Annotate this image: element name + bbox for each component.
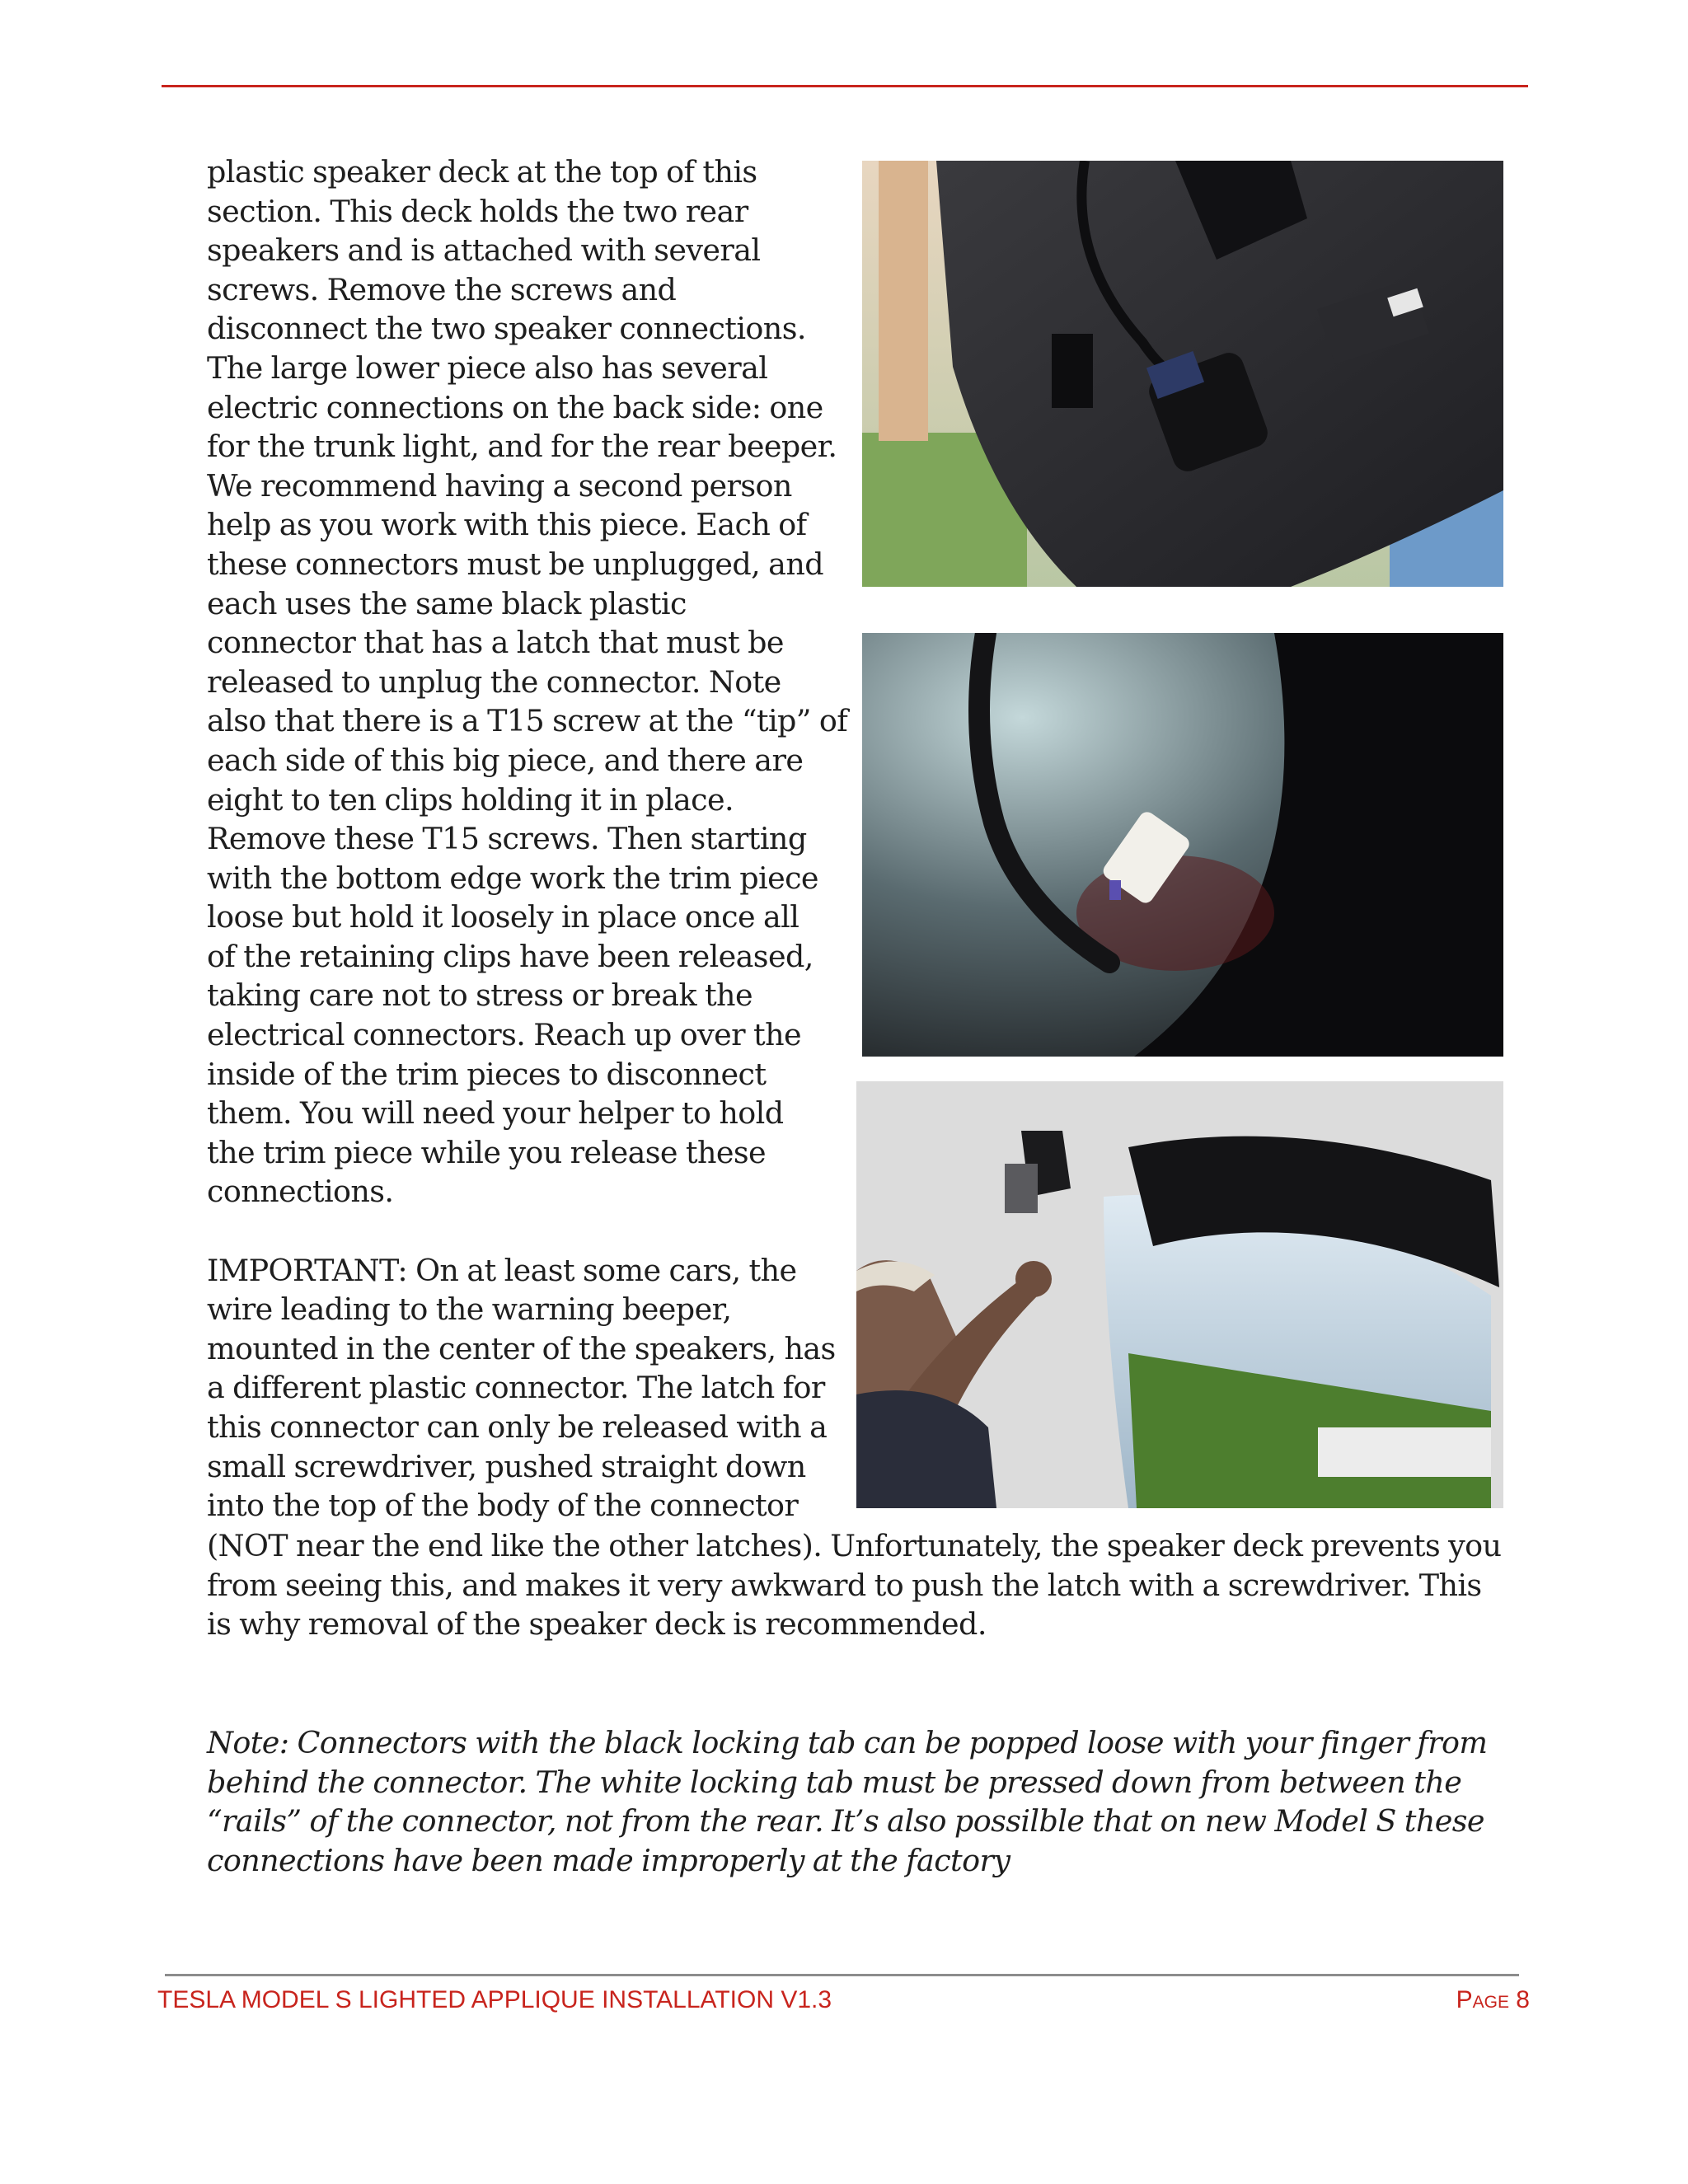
text-line: The large lower piece also has several [207,349,768,386]
body-column-text [207,152,850,1526]
text-line: electrical connectors. Reach up over the [207,1017,801,1053]
important-line: this connector can only be released with a [207,1409,828,1445]
text-line: them. You will need your helper to hold [207,1095,784,1132]
important-line: IMPORTANT: On at least some cars, the [207,1252,797,1288]
text-line: taking care not to stress or break the [207,977,753,1014]
important-line: mounted in the center of the speakers, has [207,1330,836,1366]
text-line: with the bottom edge work the trim piece [207,860,818,896]
footer-document-title: TESLA MODEL S LIGHTED APPLIQUE INSTALLATION V1.3 [157,1986,832,2013]
photo-white-connector [862,633,1503,1057]
text-line: electric connections on the back side: one [207,389,823,425]
text-line: loose but hold it loosely in place once all [207,899,799,935]
text-line: connector that has a latch that must be [207,625,784,661]
note-line: “rails” of the connector, not from the rear. It’s also possilble that on new Model S these [207,1803,1484,1840]
paragraph-gap [207,1212,850,1251]
header-rule [162,85,1528,87]
important-line: small screwdriver, pushed straight down [207,1448,806,1484]
note-paragraph [207,1723,1542,1880]
important-line: a different plastic connector. The latch for [207,1370,825,1406]
footer-page-number: Page 8 [1456,1986,1530,2013]
text-line: is why removal of the speaker deck is recommended. [207,1606,987,1643]
text-line: of the retaining clips have been released, [207,938,814,974]
text-line: for the trunk light, and for the rear beeper. [207,429,837,465]
text-line: disconnect the two speaker connections. [207,311,806,347]
text-line: released to unplug the connector. Note [207,663,781,700]
footer-rule [165,1974,1519,1976]
note-line: Note: Connectors with the black locking tab can be popped loose with your finger from [207,1725,1488,1760]
text-line: connections. [207,1174,394,1210]
text-line: each side of this big piece, and there are [207,742,804,778]
text-line: screws. Remove the screws and [207,271,677,307]
text-line: eight to ten clips holding it in place. [207,781,734,818]
text-line: also that there is a T15 screw at the “tip” of [207,703,848,739]
body-full-width-text [207,1526,1542,1644]
text-line: inside of the trim pieces to disconnect [207,1056,767,1092]
important-line: into the top of the body of the connector [207,1488,799,1524]
text-line: We recommend having a second person [207,467,792,504]
text-line: speakers and is attached with several [207,232,761,269]
text-line: Remove these T15 screws. Then starting [207,821,807,857]
photo-speaker-deck-connector [862,161,1503,587]
text-line: plastic speaker deck at the top of this [207,154,757,190]
important-line: wire leading to the warning beeper, [207,1291,732,1328]
note-line: behind the connector. The white locking tab must be pressed down from between the [207,1764,1462,1800]
text-line: from seeing this, and makes it very awkward to push the latch with a screwdriver. This [207,1567,1482,1603]
text-line: these connectors must be unplugged, and [207,546,823,582]
text-line: (NOT near the end like the other latches). Unfortunately, the speaker deck prevents you [207,1528,1502,1563]
note-line: connections have been made improperly at the factory [207,1842,1010,1878]
photo-helper-liftgate [856,1081,1503,1508]
text-line: help as you work with this piece. Each of [207,507,807,543]
text-line: section. This deck holds the two rear [207,193,748,229]
text-line: each uses the same black plastic [207,585,687,621]
text-line: the trim piece while you release these [207,1134,766,1170]
